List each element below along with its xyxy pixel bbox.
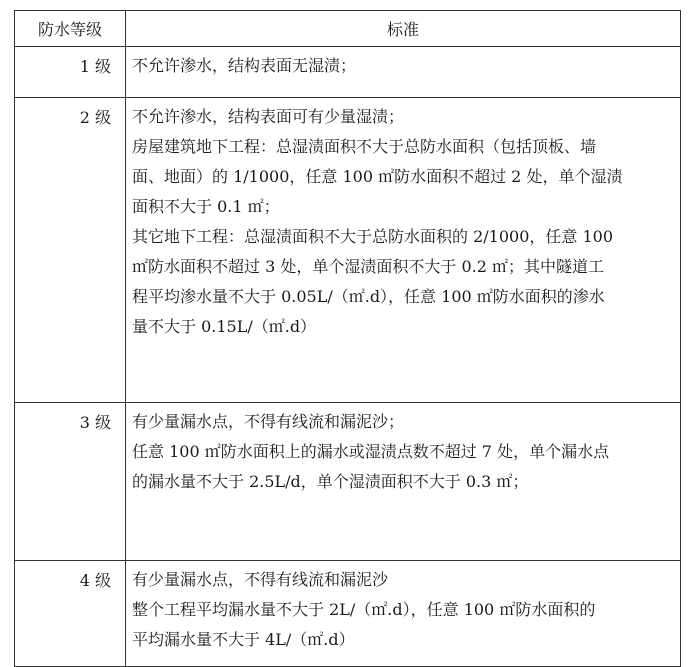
standard-line: 面、地面）的 1/1000，任意 100 ㎡防水面积不超过 2 处，单个湿渍 (132, 167, 623, 186)
standard-line: 平均漏水量不大于 4L/（㎡.d） (132, 630, 355, 649)
standard-line: 房屋建筑地下工程：总湿渍面积不大于总防水面积（包括顶板、墙 (132, 137, 597, 156)
standard-line: ㎡防水面积不超过 3 处，单个湿渍面积不大于 0.2 ㎡；其中隧道工 (132, 257, 604, 276)
header-standard: 标准 (126, 11, 681, 47)
table-header-row (15, 11, 681, 47)
grade-cell: 4 级 (15, 561, 126, 667)
header-grade: 防水等级 (15, 11, 126, 47)
grade-cell: 3 级 (15, 403, 126, 561)
table-row (15, 98, 681, 403)
standard-line: 量不大于 0.15L/（㎡.d） (132, 317, 317, 336)
waterproof-grade-table (14, 10, 681, 667)
standard-line: 的漏水量不大于 2.5L/d，单个湿渍面积不大于 0.3 ㎡； (132, 472, 529, 491)
standard-cell (126, 47, 681, 98)
standard-cell (126, 403, 681, 561)
standard-line: 不允许渗水，结构表面无湿渍； (132, 56, 357, 75)
table-row (15, 561, 681, 667)
standard-line: 程平均渗水量不大于 0.05L/（㎡.d），任意 100 ㎡防水面积的渗水 (132, 287, 605, 306)
grade-cell: 2 级 (15, 98, 126, 403)
standard-line: 整个工程平均漏水量不大于 2L/（㎡.d），任意 100 ㎡防水面积的 (132, 600, 596, 619)
standard-line: 任意 100 ㎡防水面积上的漏水或湿渍点数不超过 7 处，单个漏水点 (132, 442, 610, 461)
standard-line: 不允许渗水，结构表面可有少量湿渍； (132, 107, 405, 126)
table-row (15, 47, 681, 98)
standard-line: 其它地下工程：总湿渍面积不大于总防水面积的 2/1000，任意 100 (132, 227, 614, 246)
grade-cell: 1 级 (15, 47, 126, 98)
table-row (15, 403, 681, 561)
standard-cell (126, 561, 681, 667)
standard-line: 面积不大于 0.1 ㎡； (132, 197, 280, 216)
standard-line: 有少量漏水点，不得有线流和漏泥沙 (132, 570, 389, 589)
standard-line: 有少量漏水点，不得有线流和漏泥沙； (132, 412, 405, 431)
standard-cell (126, 98, 681, 403)
